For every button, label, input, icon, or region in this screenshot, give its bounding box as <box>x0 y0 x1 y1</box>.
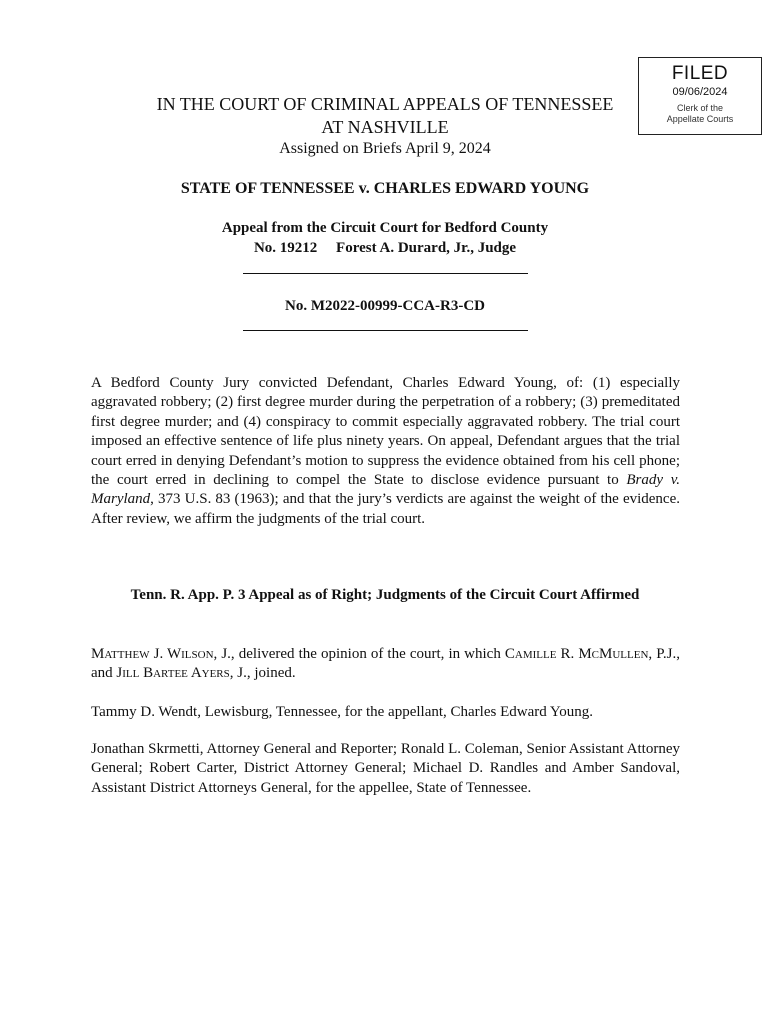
stamp-clerk-line1: Clerk of the <box>676 103 724 113</box>
judge-name-2: Camille R. McMullen <box>504 646 649 662</box>
opinion-text1: , J., delivered the opinion of the court, in which <box>213 646 505 662</box>
assigned-date: Assigned on Briefs April 9, 2024 <box>279 140 491 157</box>
appellant-counsel: Tammy D. Wendt, Lewisburg, Tennessee, for the appellant, Charles Edward Young. <box>91 704 594 720</box>
court-line1: IN THE COURT OF CRIMINAL APPEALS OF TENNESSEE <box>156 94 614 114</box>
docket-number: No. M2022-00999-CCA-R3-CD <box>285 298 485 314</box>
opinion-authorship <box>91 645 680 684</box>
appellee-counsel: Jonathan Skrmetti, Attorney General and Reporter; Ronald L. Coleman, Senior Assistant Attorney General; Robert Carter, District Attorney General; Michael D. Randles and Amber Sandoval, Assistant District Attorneys General, for the appellee, State of Tennessee. <box>91 741 680 796</box>
case-summary <box>91 374 680 529</box>
appeal-from: Appeal from the Circuit Court for Bedford County <box>221 220 549 236</box>
disposition: Tenn. R. App. P. 3 Appeal as of Right; Judgments of the Circuit Court Affirmed <box>130 587 640 603</box>
summary-part1: A Bedford County Jury convicted Defendant, Charles Edward Young, of: (1) especially aggravated robbery; (2) first degree murder during the perpetration of a robbery; (3) premeditated first degree murder; and (4) conspiracy to commit especially aggravated robbery. The trial court imposed an effective sentence of life plus ninety years. On appeal, Defendant argues that the trial court erred in denying Defendant’s motion to suppress the evidence obtained from his cell phone; the court erred in declining to compel the State to disclose evidence pursuant to <box>91 375 680 489</box>
divider-bottom <box>243 330 528 331</box>
court-name <box>0 94 770 115</box>
stamp-date: 09/06/2024 <box>672 86 728 98</box>
author-name: Matthew J. Wilson <box>91 646 214 662</box>
stamp-clerk-line2: Appellate Courts <box>666 114 734 124</box>
judge-name-3: Jill Bartee Ayers <box>116 665 230 682</box>
summary-part2: , 373 U.S. 83 (1963); and that the jury’s verdicts are against the weight of the evidence. After review, we affirm the judgments of the trial court. <box>91 491 680 527</box>
divider-top <box>243 273 528 274</box>
opinion-text2: , P.J., and <box>91 646 680 682</box>
stamp-status: FILED <box>671 63 729 84</box>
case-citation: Brady v. Maryland <box>91 472 680 508</box>
case-title: STATE OF TENNESSEE v. CHARLES EDWARD YOUNG <box>180 180 590 197</box>
court-location: AT NASHVILLE <box>321 117 449 137</box>
appeal-number-judge: No. 19212 Forest A. Durard, Jr., Judge <box>253 240 517 256</box>
opinion-text3: , J., joined. <box>229 665 296 682</box>
